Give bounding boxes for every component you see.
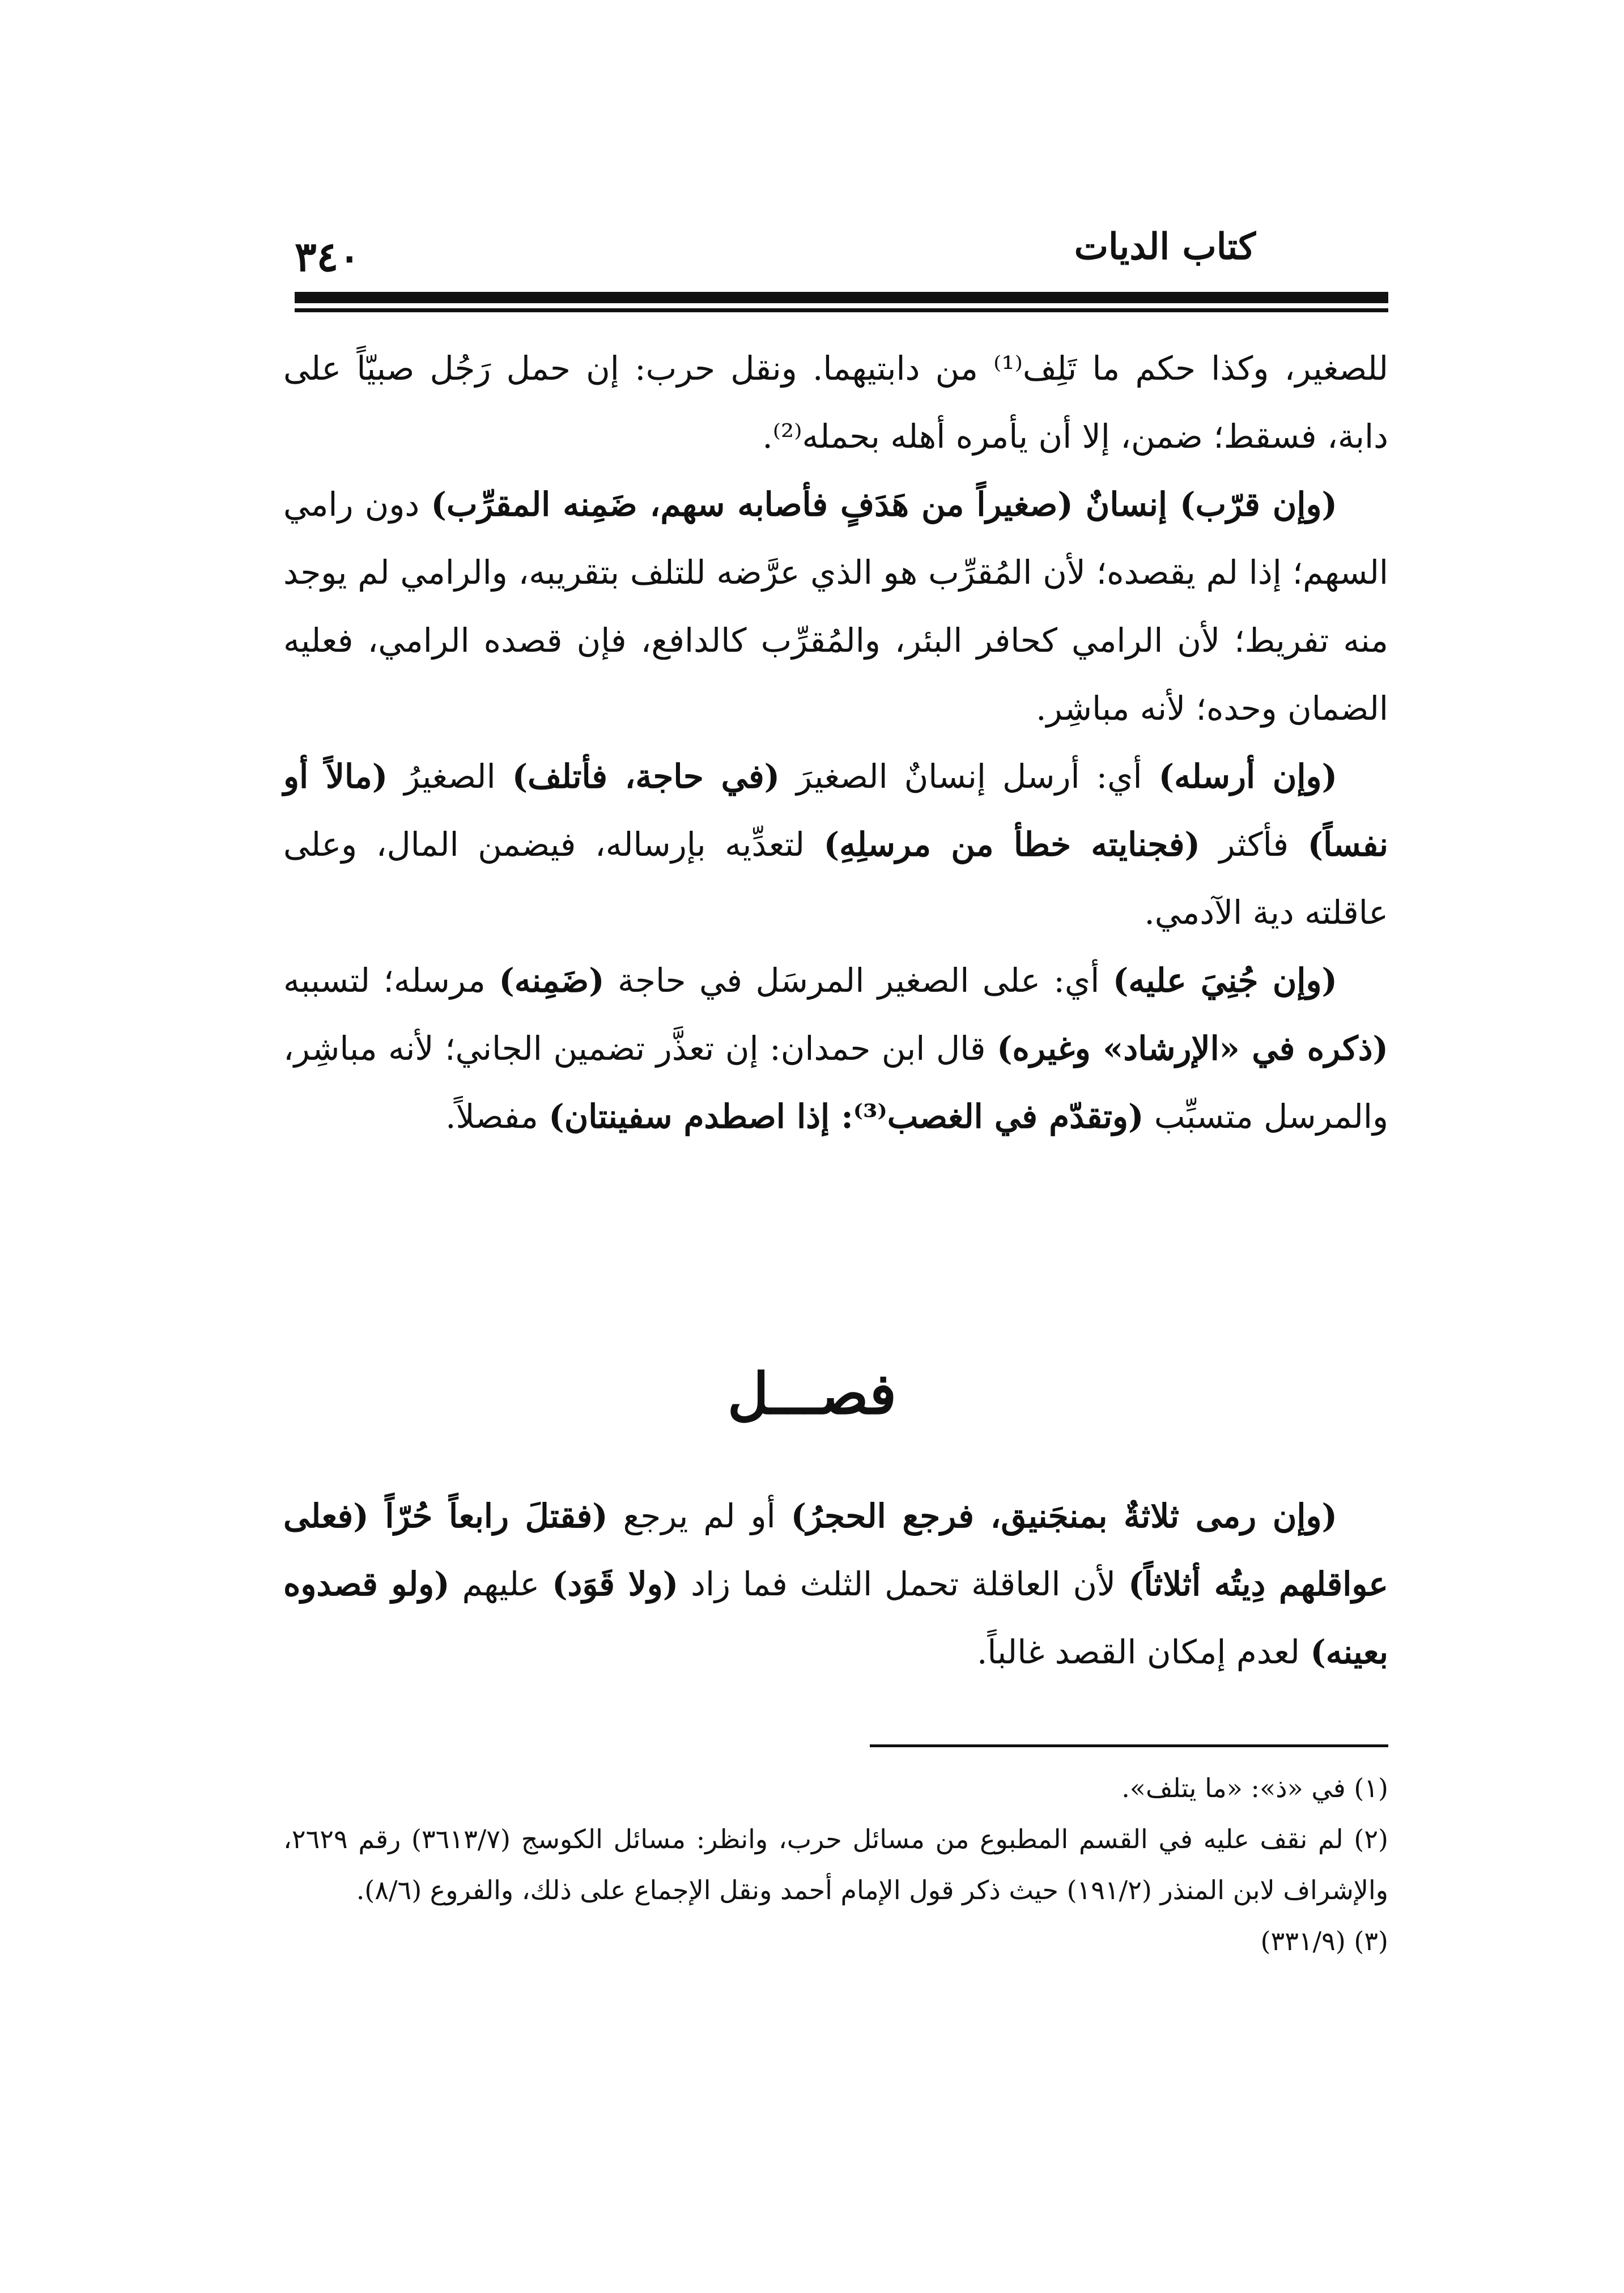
paragraph-4 xyxy=(283,946,1388,1150)
matn-phrase: (ضَمِنه) xyxy=(499,961,605,1000)
matn-phrase: (ولو قصدوه بعينه) xyxy=(283,1565,1388,1671)
footnote-1: (١) في «ذ»: «ما يتلف». xyxy=(1121,1773,1388,1803)
sharh-text: مرسله؛ لتسببه xyxy=(283,961,499,1000)
footnote-3: (٣) (٣٣١/٩) xyxy=(1260,1926,1388,1956)
section-text-block xyxy=(283,1482,1388,1686)
sharh-text: فأكثر xyxy=(1200,825,1308,864)
main-text-block xyxy=(283,334,1388,1150)
section-heading: فصـــل xyxy=(727,1360,897,1427)
sharh-text: الصغيرُ xyxy=(388,757,512,796)
header-rule-thin xyxy=(295,308,1388,312)
matn-phrase: (ذكره في «الإرشاد» وغيره) xyxy=(997,1029,1388,1068)
paragraph-1: للصغير، وكذا حكم ما تَلِف⁽¹⁾ من دابتيهما. ونقل حرب: إن حمل رَجُل صبيّاً على دابة، فسقط؛ ضمن، إلا أن يأمره أهله بحمله⁽²⁾. xyxy=(283,349,1388,456)
sharh-text: قال ابن حمدان: إن تعذَّر تضمين الجاني؛ لأنه مباشِر، والمرسل متسبِّب xyxy=(283,1029,1388,1136)
sharh-text: لعدم إمكان القصد غالباً. xyxy=(976,1633,1311,1671)
matn-phrase: (في حاجة، فأتلف) xyxy=(512,757,780,796)
paragraph-3 xyxy=(283,742,1388,946)
matn-phrase: (وإن أرسله) xyxy=(1158,757,1338,796)
sharh-text: عليهم xyxy=(449,1565,552,1603)
paragraph-5 xyxy=(283,1482,1388,1686)
matn-phrase: (وإن جُنِيَ عليه) xyxy=(1112,961,1337,1000)
sharh-text: دون رامي السهم؛ إذا لم يقصده؛ لأن المُقرِّب هو الذي عرَّضه للتلف بتقريبه، والرامي لم يوجد منه تفريط؛ لأن الرامي كحافر البئر، والمُقرِّب كالدافع، فإن قصده الرامي، فعليه الضمان وحده؛ لأنه مباشِر. xyxy=(283,485,1388,728)
matn-phrase: (فجنايته خطأ من مرسلِهِ) xyxy=(823,825,1200,864)
sharh-text: لتعدِّيه بإرساله، فيضمن المال، وعلى عاقلته دية الآدمي. xyxy=(283,825,1388,932)
sharh-text: أي: أرسل إنسانٌ الصغيرَ xyxy=(780,757,1159,796)
footnotes-block xyxy=(283,1763,1388,1967)
sharh-text: أو لم يرجع xyxy=(607,1497,791,1535)
footnote-separator xyxy=(870,1744,1388,1747)
matn-phrase: (وإن رمى ثلاثةٌ بمنجَنيق، فرجع الحجرُ) xyxy=(790,1497,1338,1535)
matn-phrase: (وتقدّم في الغصب⁽³⁾: إذا اصطدم سفينتان) xyxy=(549,1097,1144,1136)
paragraph-2 xyxy=(283,470,1388,742)
running-title: كتاب الديات xyxy=(1074,226,1256,268)
sharh-text: مفصلاً. xyxy=(445,1097,549,1136)
matn-phrase: (فقتلَ رابعاً حُرّاً (فعلى عواقلهم دِيتُه أثلاثاً) xyxy=(283,1497,1388,1603)
page-number: ٣٤٠ xyxy=(295,232,361,281)
sharh-text: لأن العاقلة تحمل الثلث فما زاد xyxy=(678,1565,1129,1603)
footnote-2: (٢) لم نقف عليه في القسم المطبوع من مسائل حرب، وانظر: مسائل الكوسج (٣٦١٣/٧) رقم ٢٦٢٩، والإشراف لابن المنذر (١٩١/٢) حيث ذكر قول الإمام أحمد ونقل الإجماع على ذلك، والفروع (٨/٦). xyxy=(283,1824,1388,1905)
sharh-text: أي: على الصغير المرسَل في حاجة xyxy=(604,961,1113,1000)
header-rule-thick xyxy=(295,292,1388,303)
matn-phrase: (وإن قرّب) إنسانٌ (صغيراً من هَدَفٍ فأصابه سهم، ضَمِنه المقرِّب) xyxy=(431,485,1337,524)
matn-phrase: (مالاً أو نفساً) xyxy=(283,757,1388,864)
matn-phrase: (ولا قَوَد) xyxy=(552,1565,679,1603)
